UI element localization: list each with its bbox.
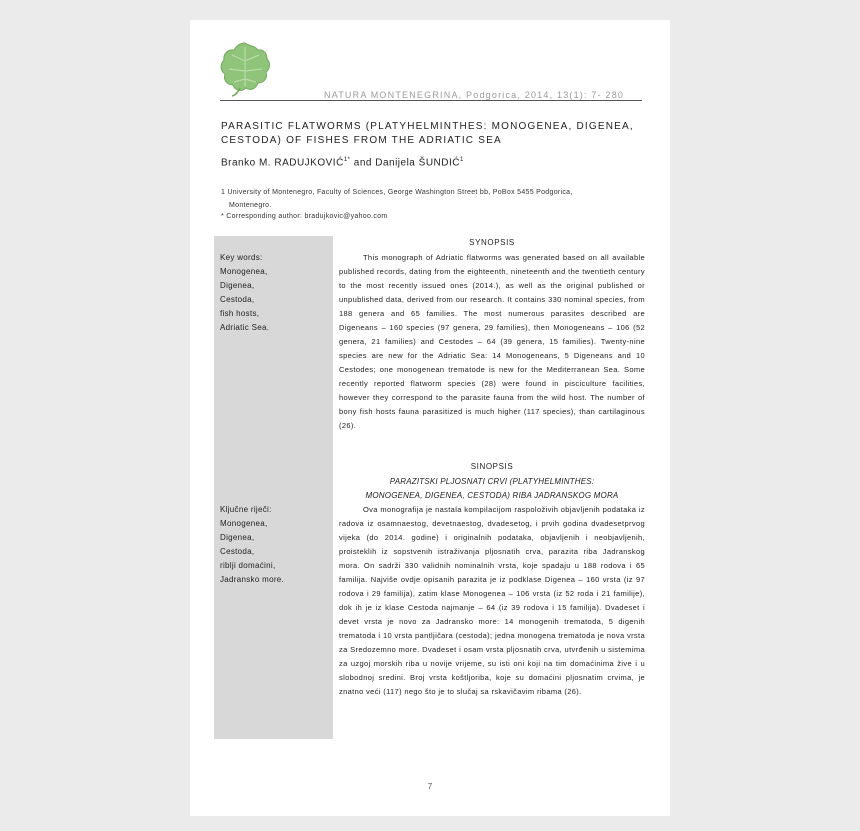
author-1-affiliation-mark: 1* <box>343 157 351 163</box>
keyword-item: Digenea, <box>220 533 255 542</box>
page-number: 7 <box>427 782 433 791</box>
affiliation-line-1: 1 University of Montenegro, Faculty of Sciences, George Washington Street bb, PoBox 5455 Podgorica, <box>221 189 573 196</box>
paper-title: PARASITIC FLATWORMS (PLATYHELMINTHES: MONOGENEA, DIGENEA, CESTODA) OF FISHES FROM THE ADRIATIC SEA <box>221 121 634 146</box>
keyword-item: riblji domaćini, <box>220 561 276 570</box>
keyword-item: Monogenea, <box>220 519 268 528</box>
author-line <box>221 157 641 168</box>
author-1: Branko M. RADUJKOVIĆ <box>221 157 344 169</box>
keywords-label: Ključne riječi: <box>220 505 272 514</box>
keyword-item: Adriatic Sea. <box>220 323 270 332</box>
keyword-item: Monogenea, <box>220 267 268 276</box>
serbian-title <box>339 475 645 503</box>
keyword-item: Cestoda, <box>220 547 255 556</box>
keywords-label: Key words: <box>220 253 263 262</box>
keyword-item: Jadransko more. <box>220 575 285 584</box>
document-page <box>190 20 670 816</box>
serbian-title-line-2: MONOGENEA, DIGENEA, CESTODA) RIBA JADRANSKOG MORA <box>365 491 619 500</box>
affiliation <box>221 186 641 212</box>
green-leaf-logo-icon <box>218 41 272 97</box>
synopsis-heading: SYNOPSIS <box>469 238 515 247</box>
author-2-affiliation-mark: 1 <box>459 157 464 163</box>
sinopsis-text: Ova monografija je nastala kompilacijom raspoloživih objavljenih podataka iz radova iz osamnaestog, devetnaestog, dvadesetog, i prvih godina dvadesetprvog vijeka (do 2014. godine) i originalnih podataka, objavljenih i neobjavljenih, proisteklih iz sopstvenih istraživanja pljosnatih crva, parazita riba Jadranskog mora. On sadrži 330 validnih nominalnih vrsta, koje spadaju u 188 rodova i 65 familija. Najviše ovdje opisanih parazita je iz podklase Digenea – 160 vrsta (iz 97 rodova i 29 familija), zatim klase Monogenea – 106 vrsta (iz 52 roda i 21 familije), dok ih je iz klase Cestoda najmanje – 64 (iz 39 rodova i 15 familija). Dvadeset i devet vrsta je novo za Jadransko more: 14 monogenih trematoda, 5 digenih trematoda i 10 vrsta pantljičara (cestoda); jedna monogena trematoda je nova vrsta za Sredozemno more. Dvadeset i osam vrsta pljosnatih crva, utvrđenih u sistemima za uzgoj morskih riba u novije vrijeme, su isti oni koji na tim domaćinima žive i u slobodnoj sredini. Broj vrsta koštljoriba, koje su domaćini pljosnatim crvima, je znatno veći (117) nego što je to slučaj sa rskavičavim ribama (26). <box>339 505 645 696</box>
affiliation-line-2: Montenegro. <box>229 202 272 209</box>
keyword-item: Cestoda, <box>220 295 255 304</box>
author-2: Danijela ŠUNDIĆ <box>375 157 460 169</box>
serbian-title-line-1: PARAZITSKI PLJOSNATI CRVI (PLATYHELMINTHES: <box>389 477 595 486</box>
synopsis-text: This monograph of Adriatic flatworms was generated based on all available published records, dating from the eighteenth, nineteenth and the twentieth century to the most recently issued ones (2014.), as well as the original published or unpublished data, derived from our research. It contains 330 nominal species, from 188 genera and 65 families. The most numerous parasites described are Digeneans – 160 species (97 genera, 29 families), then Monogeneans – 106 (52 genera, 21 families) and Cestodes – 64 (39 genera, 15 families). Twenty-nine species are new for the Adriatic Sea: 14 Monogeneans, 5 Digeneans and 10 Cestodes; one monogenean trematode is new for the Mediterranean Sea. Some recently reported flatworm species (28) were found in pisciculture facilities, however they correspond to the parasite fauna from the wild host. The number of bony fish hosts fauna parasitized is much higher (117 species), than cartilaginous (26). <box>339 253 645 430</box>
corresponding-author: * Corresponding author: bradujkovic@yahoo.com <box>221 213 388 220</box>
keyword-item: fish hosts, <box>220 309 260 318</box>
author-connector: and <box>350 157 376 169</box>
sinopsis-heading: SINOPSIS <box>470 462 514 471</box>
journal-citation: NATURA MONTENEGRINA, Podgorica, 2014, 13(1): 7- 280 <box>324 90 625 100</box>
header-divider <box>220 100 642 101</box>
keyword-item: Digenea, <box>220 281 255 290</box>
keywords-english <box>220 251 269 335</box>
keywords-serbian <box>220 503 284 587</box>
